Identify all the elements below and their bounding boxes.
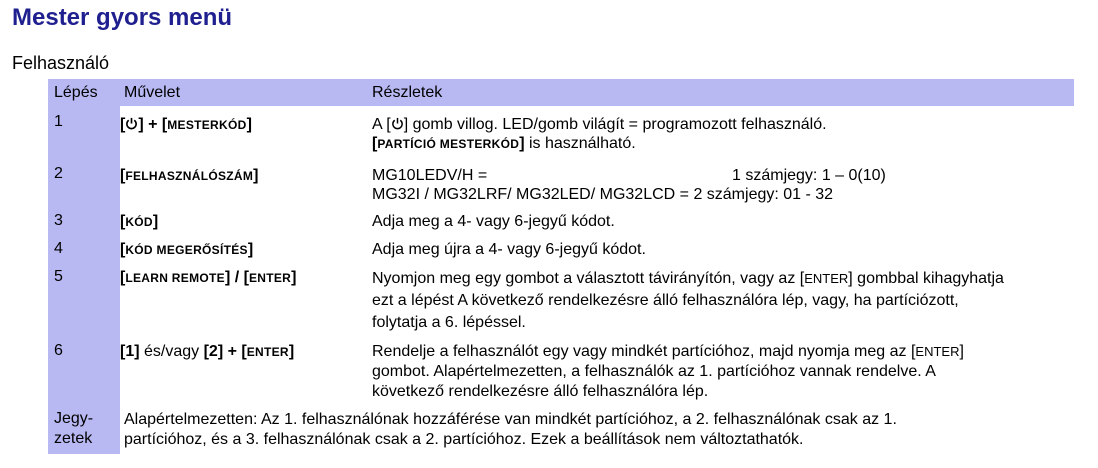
key-enter: ENTER: [804, 271, 849, 286]
details-text: ] gombbal kihagyhatja: [848, 270, 1004, 287]
details-cell: [372, 106, 1074, 154]
action-cell: [120, 265, 372, 334]
details-text: is használható.: [524, 135, 636, 152]
step-number: 4: [48, 237, 120, 260]
key-kod: KÓD: [125, 215, 153, 229]
key-enter: ENTER: [915, 344, 960, 359]
bracket-text: ]: [291, 269, 297, 286]
table-row: [48, 209, 1074, 232]
details-text: Nyomjon meg egy gombot a választott távirányítón, vagy az [: [372, 270, 805, 287]
table-header-row: [48, 79, 1074, 106]
key-kod-megerosites: KÓD MEGERŐSÍTÉS: [125, 243, 248, 257]
notes-label-line: zetek: [54, 430, 93, 447]
details-line: MG32I / MG32LRF/ MG32LED/ MG32LCD = 2 számjegy: 01 - 32: [372, 186, 834, 203]
action-cell: [120, 209, 372, 232]
details-cell: [372, 159, 1074, 204]
notes-line: Alapértelmezetten: Az 1. felhasználónak hozzáférése van mindkét partícióhoz, a 2. felhasználónak csak az 1.: [124, 411, 897, 428]
action-cell: [120, 159, 372, 204]
bracket-text: [: [120, 167, 126, 184]
key-particio-mesterkod: PARTÍCIÓ MESTERKÓD: [377, 137, 520, 151]
details-line: [372, 268, 1074, 290]
key-enter: ENTER: [246, 345, 289, 359]
action-cell: [120, 237, 372, 260]
details-text: ]: [959, 343, 964, 360]
details-cell: [372, 265, 1074, 334]
key-1: [1]: [120, 343, 140, 360]
step-number: 5: [48, 265, 120, 334]
step-number: 3: [48, 209, 120, 232]
bracket-text: ]: [253, 167, 259, 184]
step-number: 2: [48, 159, 120, 204]
bracket-text: [: [120, 116, 126, 133]
details-cell: Adja meg újra a 4- vagy 6-jegyű kódot.: [372, 241, 646, 258]
header-action: Művelet: [120, 79, 372, 106]
details-cell: [372, 339, 1074, 402]
key-2: [2]: [203, 343, 224, 360]
header-details: Részletek: [372, 79, 1074, 106]
details-text: MG10LEDV/H =: [372, 167, 488, 184]
steps-table: [48, 79, 1074, 454]
step-number: 1: [48, 106, 120, 154]
bracket-text: [: [120, 269, 126, 286]
details-text: ]: [519, 135, 525, 152]
header-step: Lépés: [48, 79, 120, 106]
details-line: ezt a lépést A következő rendelkezésre álló felhasználóra lép, vagy, ha partíciózott,: [372, 292, 959, 309]
page-title: Mester gyors menü: [12, 4, 233, 31]
action-text: és/vagy: [139, 343, 204, 360]
key-mesterkod: MESTERKÓD: [167, 118, 247, 132]
details-line: [372, 342, 1074, 362]
action-text: + [: [223, 343, 247, 360]
bracket-text: ]: [246, 116, 252, 133]
key-felhasznaloszam: FELHASZNÁLÓSZÁM: [125, 169, 254, 183]
bracket-text: [: [120, 241, 126, 258]
details-text: Rendelje a felhasználót egy vagy mindkét partícióhoz, majd nyomja meg az [: [372, 343, 916, 360]
table-row: [48, 237, 1074, 260]
bracket-text: ]: [152, 213, 159, 230]
notes-text: [120, 407, 1074, 450]
table-row: [48, 106, 1074, 154]
bracket-text: ] / [: [224, 269, 249, 286]
details-line: [372, 134, 1074, 154]
notes-line: partícióhoz, és a 3. felhasználónak csak a 2. partícióhoz. Ezek a beállítások nem változtathatók.: [124, 431, 804, 448]
power-icon: [125, 117, 138, 130]
details-line: [372, 115, 1074, 134]
notes-label: [48, 407, 120, 450]
details-cell: Adja meg a 4- vagy 6-jegyű kódot.: [372, 213, 615, 230]
details-line: folytatja a 6. lépéssel.: [372, 314, 526, 331]
bracket-text: ]: [247, 241, 254, 258]
details-line: következő rendelkezésre álló felhasználóra lép.: [372, 383, 709, 400]
details-line: gombot. Alapértelmezetten, a felhasználók az 1. partícióhoz vannak rendelve. A: [372, 363, 936, 380]
details-text: [: [372, 135, 378, 152]
table-row: [48, 265, 1074, 334]
notes-label-line: Jegy-: [54, 410, 94, 427]
step-number: 6: [48, 339, 120, 402]
notes-row: [48, 407, 1074, 450]
section-subtitle: Felhasználó: [12, 53, 110, 73]
action-cell: [120, 106, 372, 154]
details-text: 1 számjegy: 1 – 0(10): [732, 167, 886, 184]
bracket-text: ]: [288, 343, 295, 360]
table-row: [48, 159, 1074, 204]
details-text: A [: [372, 116, 391, 133]
details-text: ] gomb villog. LED/gomb világít = programozott felhasználó.: [403, 116, 827, 133]
power-icon: [391, 117, 404, 130]
action-text: ] + [: [138, 116, 168, 133]
action-cell: [120, 339, 372, 402]
bracket-text: [: [120, 213, 126, 230]
table-row: [48, 339, 1074, 402]
key-enter: ENTER: [248, 271, 292, 285]
details-line: [372, 166, 1074, 185]
key-learn-remote: LEARN REMOTE: [125, 271, 225, 285]
